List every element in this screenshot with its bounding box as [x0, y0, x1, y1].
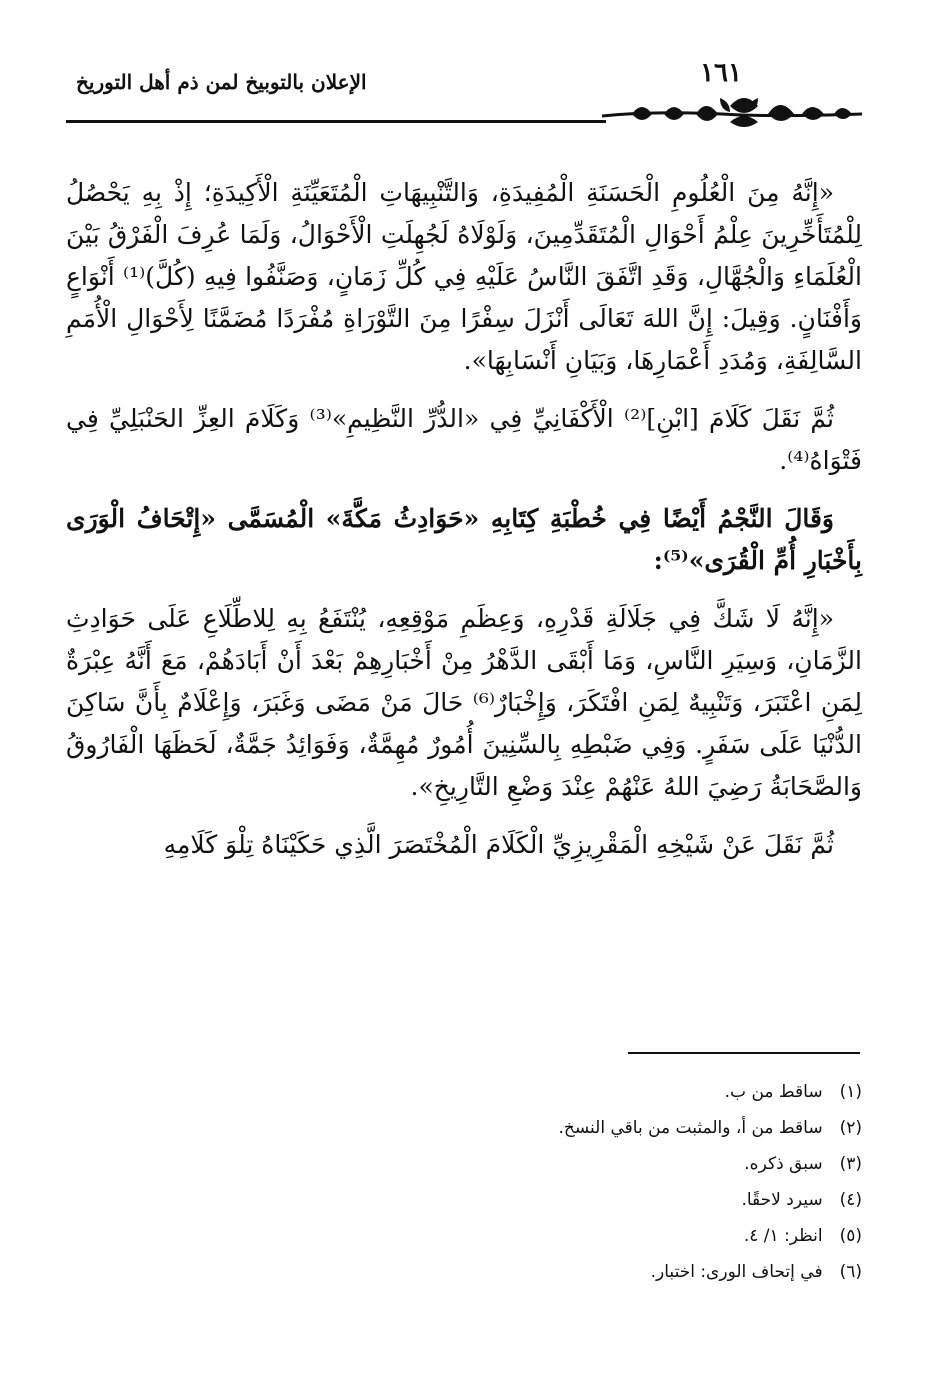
- paragraph-3: وَقَالَ النَّجْمُ أَيْضًا فِي خُطْبَةِ كِتَابِهِ «حَوَادِثُ مَكَّةَ» الْمُسَمَّى «إِتْحَافُ الْوَرَى بِأَخْبَارِ أُمِّ الْقُرَى»⁽⁵⁾:: [66, 504, 862, 575]
- footnote-1: [66, 1074, 862, 1110]
- footnote-text: سيرد لاحقًا.: [741, 1190, 823, 1210]
- footnote-3: [66, 1146, 862, 1182]
- footnote-4: [66, 1182, 862, 1218]
- header-rule: [66, 120, 606, 123]
- paragraph-2: ثُمَّ نَقَلَ كَلَامَ [ابْنِ]⁽²⁾ الْأَكْفَانِيِّ فِي «الدُّرِّ النَّظِيمِ»⁽³⁾ وَكَلَامَ العِزِّ الحَنْبَلِيِّ فِي فَتْوَاهُ⁽⁴⁾.: [66, 404, 862, 475]
- footnote-text: ساقط من ب.: [724, 1082, 823, 1102]
- footnote-text: ساقط من أ، والمثبت من باقي النسخ.: [558, 1118, 823, 1138]
- footnote-number: (١): [839, 1082, 862, 1102]
- footnote-number: (٢): [839, 1118, 862, 1138]
- page-header: [66, 58, 862, 130]
- footnote-number: (٤): [839, 1190, 862, 1210]
- page-number: ١٦١: [700, 58, 742, 88]
- running-title: الإعلان بالتوبيخ لمن ذم أهل التوريخ: [76, 70, 367, 94]
- footnote-text: في إتحاف الورى: اختبار.: [650, 1262, 823, 1282]
- paragraph-5: ثُمَّ نَقَلَ عَنْ شَيْخِهِ الْمَقْرِيزِيِّ الْكَلَامَ الْمُخْتَصَرَ الَّذِي حَكَيْنَاهُ تِلْوَ كَلَامِهِ: [163, 830, 834, 859]
- footnotes: [66, 1074, 862, 1290]
- main-text: [66, 172, 862, 882]
- footnote-number: (٦): [839, 1262, 862, 1282]
- floral-ornament-icon: [602, 92, 862, 132]
- footnote-5: [66, 1218, 862, 1254]
- footnote-number: (٥): [839, 1226, 862, 1246]
- footnote-6: [66, 1254, 862, 1290]
- footnote-number: (٣): [839, 1154, 862, 1174]
- footnote-2: [66, 1110, 862, 1146]
- paragraph-4: «إِنَّهُ لَا شَكَّ فِي جَلَالَةِ قَدْرِهِ، وَعِظَمِ مَوْقِعِهِ، يُنْتَفَعُ بِهِ لِلاطِّلَاعِ عَلَى حَوَادِثِ الزَّمَانِ، وَسِيَرِ النَّاسِ، وَمَا أَبْقَى الدَّهْرُ مِنْ أَخْبَارِهِمْ بَعْدَ أَنْ أَبَادَهُمْ، مَعَ أَنَّهُ عِبْرَةٌ لِمَنِ اعْتَبَرَ، وَتَنْبِيهٌ لِمَنِ افْتَكَرَ، وَإِخْبَارٌ⁽⁶⁾ حَالَ مَنْ مَضَى وَغَبَرَ، وَإِعْلَامٌ بِأَنَّ سَاكِنَ الدُّنْيَا عَلَى سَفَرٍ. وَفِي ضَبْطِهِ بِالسِّنِينَ أُمُورٌ مُهِمَّةٌ، وَفَوَائِدُ جَمَّةٌ، لَحَظَهَا الْفَارُوقُ وَالصَّحَابَةُ رَضِيَ اللهُ عَنْهُمْ عِنْدَ وَضْعِ التَّارِيخِ».: [66, 604, 862, 801]
- footnote-separator: [628, 1052, 860, 1054]
- footnote-text: انظر: ١/ ٤.: [743, 1226, 823, 1246]
- paragraph-1: «إِنَّهُ مِنَ الْعُلُومِ الْحَسَنَةِ الْمُفِيدَةِ، وَالتَّنْبِيهَاتِ الْمُتَعَيِّنَةِ الْأَكِيدَةِ؛ إِذْ بِهِ يَحْصُلُ لِلْمُتَأَخِّرِينَ عِلْمُ أَحْوَالِ الْمُتَقَدِّمِينَ، وَلَوْلَاهُ لَجُهِلَتِ الْأَحْوَالُ، وَلَمَا عُرِفَ الْفَرْقُ بَيْنَ الْعُلَمَاءِ وَالْجُهَّالِ، وَقَدِ اتَّفَقَ النَّاسُ عَلَيْهِ فِي كُلِّ زَمَانٍ، وَصَنَّفُوا فِيهِ (كُلَّ)⁽¹⁾ أَنْوَاعٍ وَأَفْنَانٍ. وَقِيلَ: إِنَّ اللهَ تَعَالَى أَنْزَلَ سِفْرًا مِنَ التَّوْرَاةِ مُفْرَدًا مُضَمَّنًا لِأَحْوَالِ الْأُمَمِ السَّالِفَةِ، وَمُدَدِ أَعْمَارِهَا، وَبَيَانِ أَنْسَابِهَا».: [66, 178, 862, 375]
- footnote-text: سبق ذكره.: [744, 1154, 823, 1174]
